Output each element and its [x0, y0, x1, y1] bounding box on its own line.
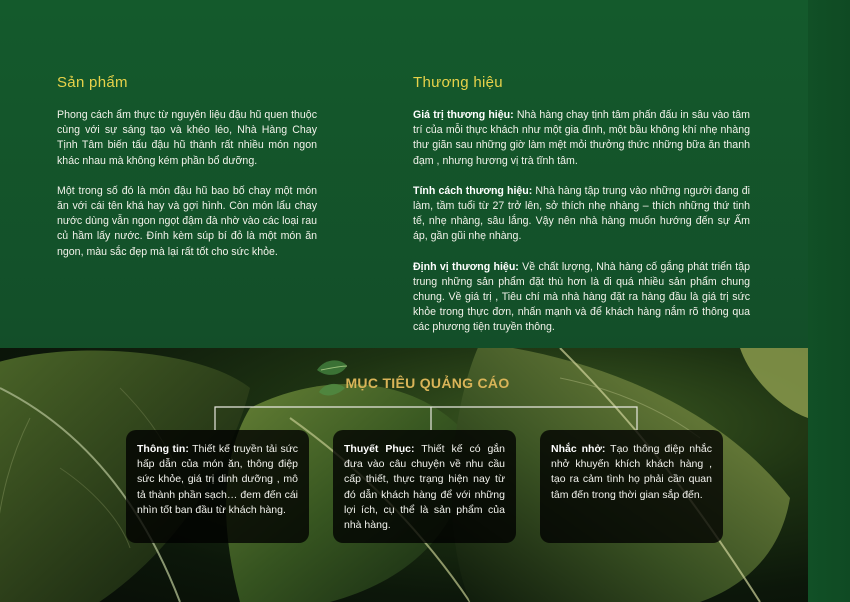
- brand-positioning-label: Định vị thương hiệu:: [413, 260, 519, 273]
- goal-card-reminder-text: Tạo thông điệp nhắc nhở khuyến khích khách hàng , tạo ra cảm tình họ phải cần quan tâm đến trong thời gian sắp đến.: [551, 443, 713, 501]
- goal-card-persuasion: [333, 430, 516, 543]
- product-heading: Sản phẩm: [57, 74, 128, 91]
- goal-card-information-label: Thông tin:: [137, 443, 189, 455]
- brand-personality-label: Tính cách thương hiệu:: [413, 184, 533, 197]
- goal-card-information-text: Thiết kế truyền tải sức hấp dẫn của món ăn, thông điệp sức khỏe, giá trị dinh dưỡng , mô tả thành phần sạch… đem đến cái nhìn tốt ban đầu từ khách hàng.: [137, 443, 298, 516]
- goal-card-reminder: [540, 430, 723, 543]
- goal-card-reminder-label: Nhắc nhở:: [551, 443, 606, 455]
- product-paragraph-2: Một trong số đó là món đậu hũ bao bố chay một món ăn với cái tên khá hay và gợi hình. Còn món lẩu chay nước dùng vẫn ngon ngọt đậm đà nhờ vào các loại rau củ hầm lấy nước. Đính kèm súp bí đỏ là một món ăn ngon, màu sắc đẹp mà lại rất tốt cho sức khỏe.: [57, 184, 317, 258]
- brand-heading: Thương hiệu: [413, 74, 503, 91]
- brand-value-text: Nhà hàng chay tịnh tâm phấn đấu in sâu vào tâm trí của mỗi thực khách như một gia đình, một bầu không khí nhẹ nhàng thư giãn sau những giờ làm mệt mỏi thưởng thức những bữa ăn thanh đạm , nhưng hương vị trà tĩnh tâm.: [413, 109, 750, 167]
- brand-personality-paragraph: [413, 184, 750, 245]
- goal-card-persuasion-label: Thuyết Phục:: [344, 443, 415, 455]
- product-column: [57, 108, 317, 275]
- brand-personality-text: Nhà hàng tập trung vào những người đang đi làm, tầm tuổi từ 27 trở lên, sở thích nhẹ nhàng – thích những thứ tinh tế, nhẹ nhàng, sâu lắng. Vậy nên nhà hàng muốn hướng đến sự Ấm áp, gần gũi nhẹ nhàng.: [413, 184, 750, 243]
- product-paragraph-1: Phong cách ẩm thực từ nguyên liệu đậu hũ quen thuộc cùng với sự sáng tạo và khéo léo, Nhà Hàng Chay Tịnh Tâm biến tấu đậu hũ thành rất nhiều món ngon khác nhau mà không kém phần bổ dưỡng.: [57, 109, 317, 167]
- ad-goals-title: MỤC TIÊU QUẢNG CÁO: [345, 375, 510, 391]
- brand-column: [413, 108, 750, 351]
- goal-card-persuasion-text: Thiết kế có gắn đưa vào câu chuyện về nhu cầu cấp thiết, thực trạng hiện nay từ đó dẫn khách hàng để với những lợi ích, cụ thể là sản phẩm của nhà hàng.: [344, 443, 505, 532]
- brand-value-label: Giá trị thương hiệu:: [413, 109, 514, 121]
- page-edge-strip: [808, 0, 850, 602]
- brand-positioning-text: Về chất lượng, Nhà hàng cố gắng phát triển tập trung những sản phẩm đặt thù hơn là đi quá nhiều sản phẩm chung chung. Về giá trị , Tiêu chí mà nhà hàng đặt ra hàng đầu là giá trị sức khỏe trong thực đơn, nhấn mạnh và để khách hàng nắm rõ thông qua các phương tiện truyền thông.: [413, 260, 750, 334]
- brand-value-paragraph: [413, 108, 750, 169]
- brand-positioning-paragraph: [413, 260, 750, 336]
- goal-card-information: [126, 430, 309, 543]
